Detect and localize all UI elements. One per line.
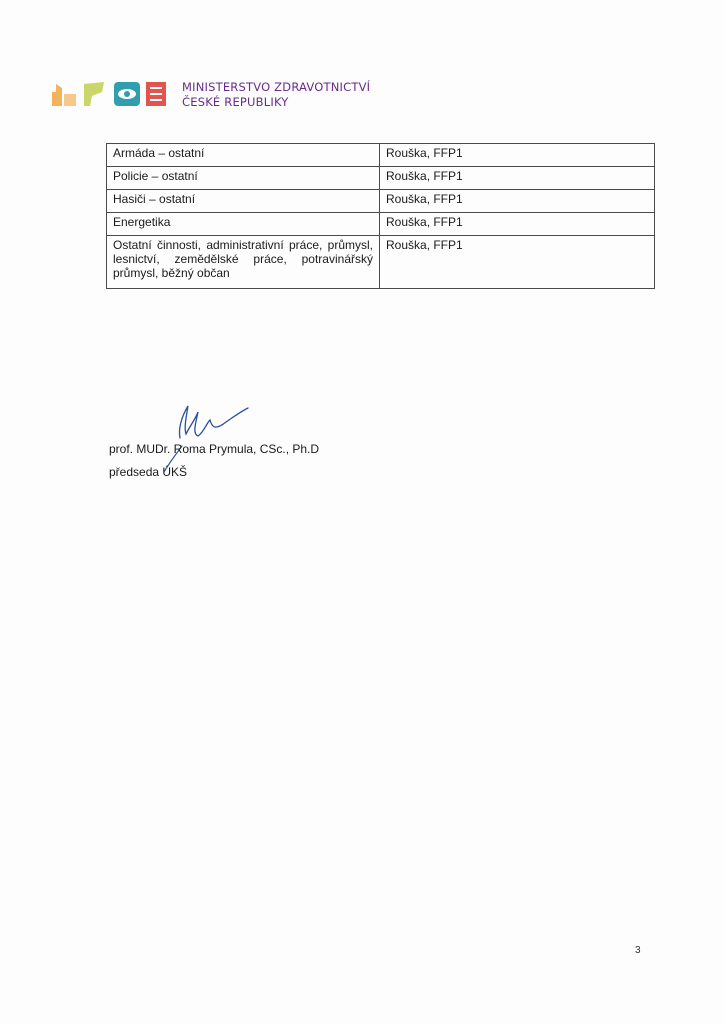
table-row [107,190,655,213]
activity-cell: Ostatní činnosti, administrativní práce, průmysl, lesnictví, zemědělské práce, potravinářský průmysl, běžný občan [107,236,380,289]
activity-cell: Policie – ostatní [107,167,380,190]
table-row [107,167,655,190]
protection-cell: Rouška, FFP1 [380,236,655,289]
protection-cell: Rouška, FFP1 [380,190,655,213]
protection-cell: Rouška, FFP1 [380,167,655,190]
protection-cell: Rouška, FFP1 [380,144,655,167]
table-row [107,144,655,167]
protection-table [106,143,655,289]
table-row [107,213,655,236]
logo-graphic [52,78,170,108]
activity-cell: Hasiči – ostatní [107,190,380,213]
signer-name: prof. MUDr. Roma Prymula, CSc., Ph.D [109,442,320,456]
signer-role: předseda ÚKŠ [109,465,188,479]
ministry-title-line1: MINISTERSTVO ZDRAVOTNICTVÍ [182,80,371,94]
activity-cell: Energetika [107,213,380,236]
ministry-logo-icon [52,78,170,108]
page-number: 3 [635,945,641,956]
ministry-title [182,80,370,110]
table-row [107,236,655,289]
ministry-title-line2: ČESKÉ REPUBLIKY [182,95,289,109]
protection-cell: Rouška, FFP1 [380,213,655,236]
activity-cell: Armáda – ostatní [107,144,380,167]
